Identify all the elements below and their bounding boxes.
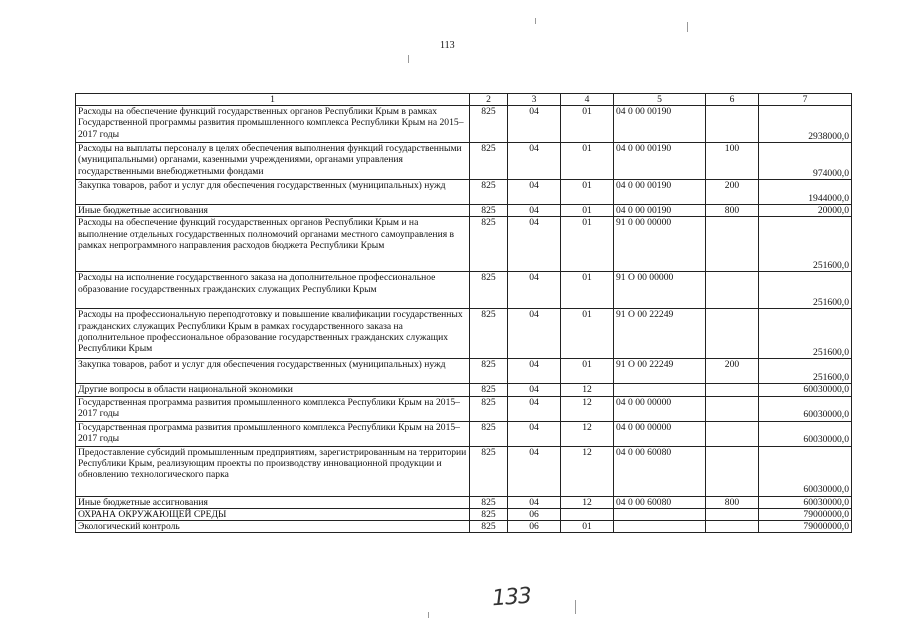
- table-cell: 1944000,0: [759, 180, 852, 205]
- table-cell: 04: [508, 496, 561, 508]
- table-cell: 800: [706, 205, 759, 217]
- table-row: [76, 309, 852, 359]
- table-cell: 04 0 00 00190: [614, 143, 706, 180]
- table-row: [76, 143, 852, 180]
- table-row: [76, 205, 852, 217]
- table-cell: 79000000,0: [759, 508, 852, 520]
- table-cell: 825: [470, 143, 508, 180]
- table-cell: 251600,0: [759, 359, 852, 384]
- table-cell: 825: [470, 272, 508, 309]
- table-cell: [614, 384, 706, 396]
- table-cell: 12: [561, 384, 614, 396]
- table-cell: 60030000,0: [759, 496, 852, 508]
- table-cell: 825: [470, 359, 508, 384]
- table-cell: 12: [561, 446, 614, 496]
- table-cell: 04: [508, 421, 561, 446]
- table-cell: 04: [508, 106, 561, 143]
- table-cell: Предоставление субсидий промышленным предприятиям, зарегистрированным на территории Республики Крым, реализующим проекты по производству инновационной продукции и обновлению технологического парка: [76, 446, 470, 496]
- table-cell: 2938000,0: [759, 106, 852, 143]
- table-cell: 01: [561, 217, 614, 272]
- table-cell: 04 0 00 00000: [614, 396, 706, 421]
- table-cell: 04: [508, 205, 561, 217]
- table-cell: 12: [561, 421, 614, 446]
- column-header: 7: [759, 94, 852, 106]
- table-cell: Закупка товаров, работ и услуг для обеспечения государственных (муниципальных) нужд: [76, 359, 470, 384]
- table-cell: 06: [508, 508, 561, 520]
- table-cell: 251600,0: [759, 309, 852, 359]
- table-cell: 20000,0: [759, 205, 852, 217]
- table-cell: 825: [470, 496, 508, 508]
- table-cell: 04: [508, 309, 561, 359]
- table-cell: 04 0 00 00190: [614, 205, 706, 217]
- table-cell: [614, 521, 706, 533]
- table-row: [76, 396, 852, 421]
- table-cell: 01: [561, 180, 614, 205]
- table-cell: 04: [508, 359, 561, 384]
- table-cell: 825: [470, 180, 508, 205]
- table-cell: [561, 508, 614, 520]
- table-cell: ОХРАНА ОКРУЖАЮЩЕЙ СРЕДЫ: [76, 508, 470, 520]
- table-cell: 825: [470, 309, 508, 359]
- table-cell: [706, 217, 759, 272]
- table-cell: Государственная программа развития промышленного комплекса Республики Крым на 2015–2017 годы: [76, 421, 470, 446]
- table-cell: 800: [706, 496, 759, 508]
- table-cell: 251600,0: [759, 217, 852, 272]
- table-cell: Другие вопросы в области национальной экономики: [76, 384, 470, 396]
- header-row: [76, 94, 852, 106]
- table-cell: [706, 384, 759, 396]
- table-cell: 04: [508, 272, 561, 309]
- table-cell: [706, 446, 759, 496]
- table-cell: 825: [470, 217, 508, 272]
- table-cell: 01: [561, 205, 614, 217]
- table-row: [76, 421, 852, 446]
- table-cell: 825: [470, 384, 508, 396]
- table-cell: 825: [470, 106, 508, 143]
- table-cell: Расходы на исполнение государственного заказа на дополнительное профессиональное образование государственных гражданских служащих Республики Крым: [76, 272, 470, 309]
- column-header: 3: [508, 94, 561, 106]
- table-cell: 825: [470, 205, 508, 217]
- table-cell: 91 О 00 22249: [614, 359, 706, 384]
- table-cell: 200: [706, 180, 759, 205]
- table-cell: 91 0 00 00000: [614, 217, 706, 272]
- table-row: [76, 384, 852, 396]
- table-cell: 01: [561, 521, 614, 533]
- table-row: [76, 446, 852, 496]
- table-cell: 60030000,0: [759, 396, 852, 421]
- handwritten-page-number: 133: [491, 583, 532, 612]
- table-cell: 01: [561, 106, 614, 143]
- column-header: 1: [76, 94, 470, 106]
- column-header: 2: [470, 94, 508, 106]
- table-cell: 79000000,0: [759, 521, 852, 533]
- table-row: [76, 521, 852, 533]
- table-cell: 12: [561, 396, 614, 421]
- column-header: 4: [561, 94, 614, 106]
- table-cell: Расходы на выплаты персоналу в целях обеспечения выполнения функций государственными (муниципальными) органами, казенными учреждениями, органами управления государственными внебюджетными фондами: [76, 143, 470, 180]
- table-cell: 04 0 00 00000: [614, 421, 706, 446]
- scan-speck: [575, 600, 576, 614]
- table-cell: 60030000,0: [759, 384, 852, 396]
- table-cell: 04 0 00 00190: [614, 106, 706, 143]
- table-cell: 01: [561, 143, 614, 180]
- table-cell: 01: [561, 272, 614, 309]
- page-number: 113: [440, 40, 455, 51]
- table-cell: 60030000,0: [759, 446, 852, 496]
- table-cell: Расходы на обеспечение функций государственных органов Республики Крым и на выполнение отдельных государственных полномочий органами местного самоуправления в рамках непрограммного направления расходов бюджета Республики Крым: [76, 217, 470, 272]
- table-cell: 04 0 00 60080: [614, 496, 706, 508]
- table-cell: 100: [706, 143, 759, 180]
- scan-speck: [428, 612, 429, 618]
- table-cell: Иные бюджетные ассигнования: [76, 205, 470, 217]
- table-cell: 01: [561, 309, 614, 359]
- table-row: [76, 272, 852, 309]
- table-cell: 04: [508, 446, 561, 496]
- table-cell: 04: [508, 143, 561, 180]
- table-row: [76, 217, 852, 272]
- table-cell: 91 О 00 22249: [614, 309, 706, 359]
- table-cell: 251600,0: [759, 272, 852, 309]
- table-cell: 04: [508, 217, 561, 272]
- table-cell: Расходы на профессиональную переподготовку и повышение квалификации государственных гражданских служащих Республики Крым в рамках государственного заказа на дополнительное профессиональное образование государственных гражданских служащих Республики Крым: [76, 309, 470, 359]
- budget-table: [75, 93, 852, 533]
- table-cell: 60030000,0: [759, 421, 852, 446]
- table-cell: Иные бюджетные ассигнования: [76, 496, 470, 508]
- column-header: 6: [706, 94, 759, 106]
- table-cell: Государственная программа развития промышленного комплекса Республики Крым на 2015–2017 годы: [76, 396, 470, 421]
- table-row: [76, 508, 852, 520]
- table-cell: 825: [470, 396, 508, 421]
- table-cell: [706, 272, 759, 309]
- table-cell: [614, 508, 706, 520]
- table-cell: 01: [561, 359, 614, 384]
- table-cell: 04: [508, 384, 561, 396]
- scan-speck: [687, 22, 688, 32]
- table-cell: Экологический контроль: [76, 521, 470, 533]
- table-cell: 974000,0: [759, 143, 852, 180]
- table-cell: Расходы на обеспечение функций государственных органов Республики Крым в рамках Государственной программы развития промышленного комплекса Республики Крым на 2015–2017 годы: [76, 106, 470, 143]
- table-cell: 04 0 00 00190: [614, 180, 706, 205]
- table-cell: 04: [508, 396, 561, 421]
- table-cell: 200: [706, 359, 759, 384]
- table-cell: [706, 106, 759, 143]
- table-row: [76, 180, 852, 205]
- table-cell: 825: [470, 508, 508, 520]
- table-cell: 04 0 00 60080: [614, 446, 706, 496]
- table-cell: 825: [470, 521, 508, 533]
- table-row: [76, 496, 852, 508]
- scan-speck: [535, 18, 536, 24]
- column-header: 5: [614, 94, 706, 106]
- table-cell: Закупка товаров, работ и услуг для обеспечения государственных (муниципальных) нужд: [76, 180, 470, 205]
- table-cell: [706, 309, 759, 359]
- table-cell: [706, 396, 759, 421]
- table-row: [76, 359, 852, 384]
- table-cell: [706, 521, 759, 533]
- table-cell: 825: [470, 421, 508, 446]
- table-row: [76, 106, 852, 143]
- table-cell: 825: [470, 446, 508, 496]
- table-cell: [706, 508, 759, 520]
- table-cell: 91 О 00 00000: [614, 272, 706, 309]
- table-cell: 06: [508, 521, 561, 533]
- scan-speck: [408, 55, 409, 63]
- table-cell: 04: [508, 180, 561, 205]
- table-cell: [706, 421, 759, 446]
- table-cell: 12: [561, 496, 614, 508]
